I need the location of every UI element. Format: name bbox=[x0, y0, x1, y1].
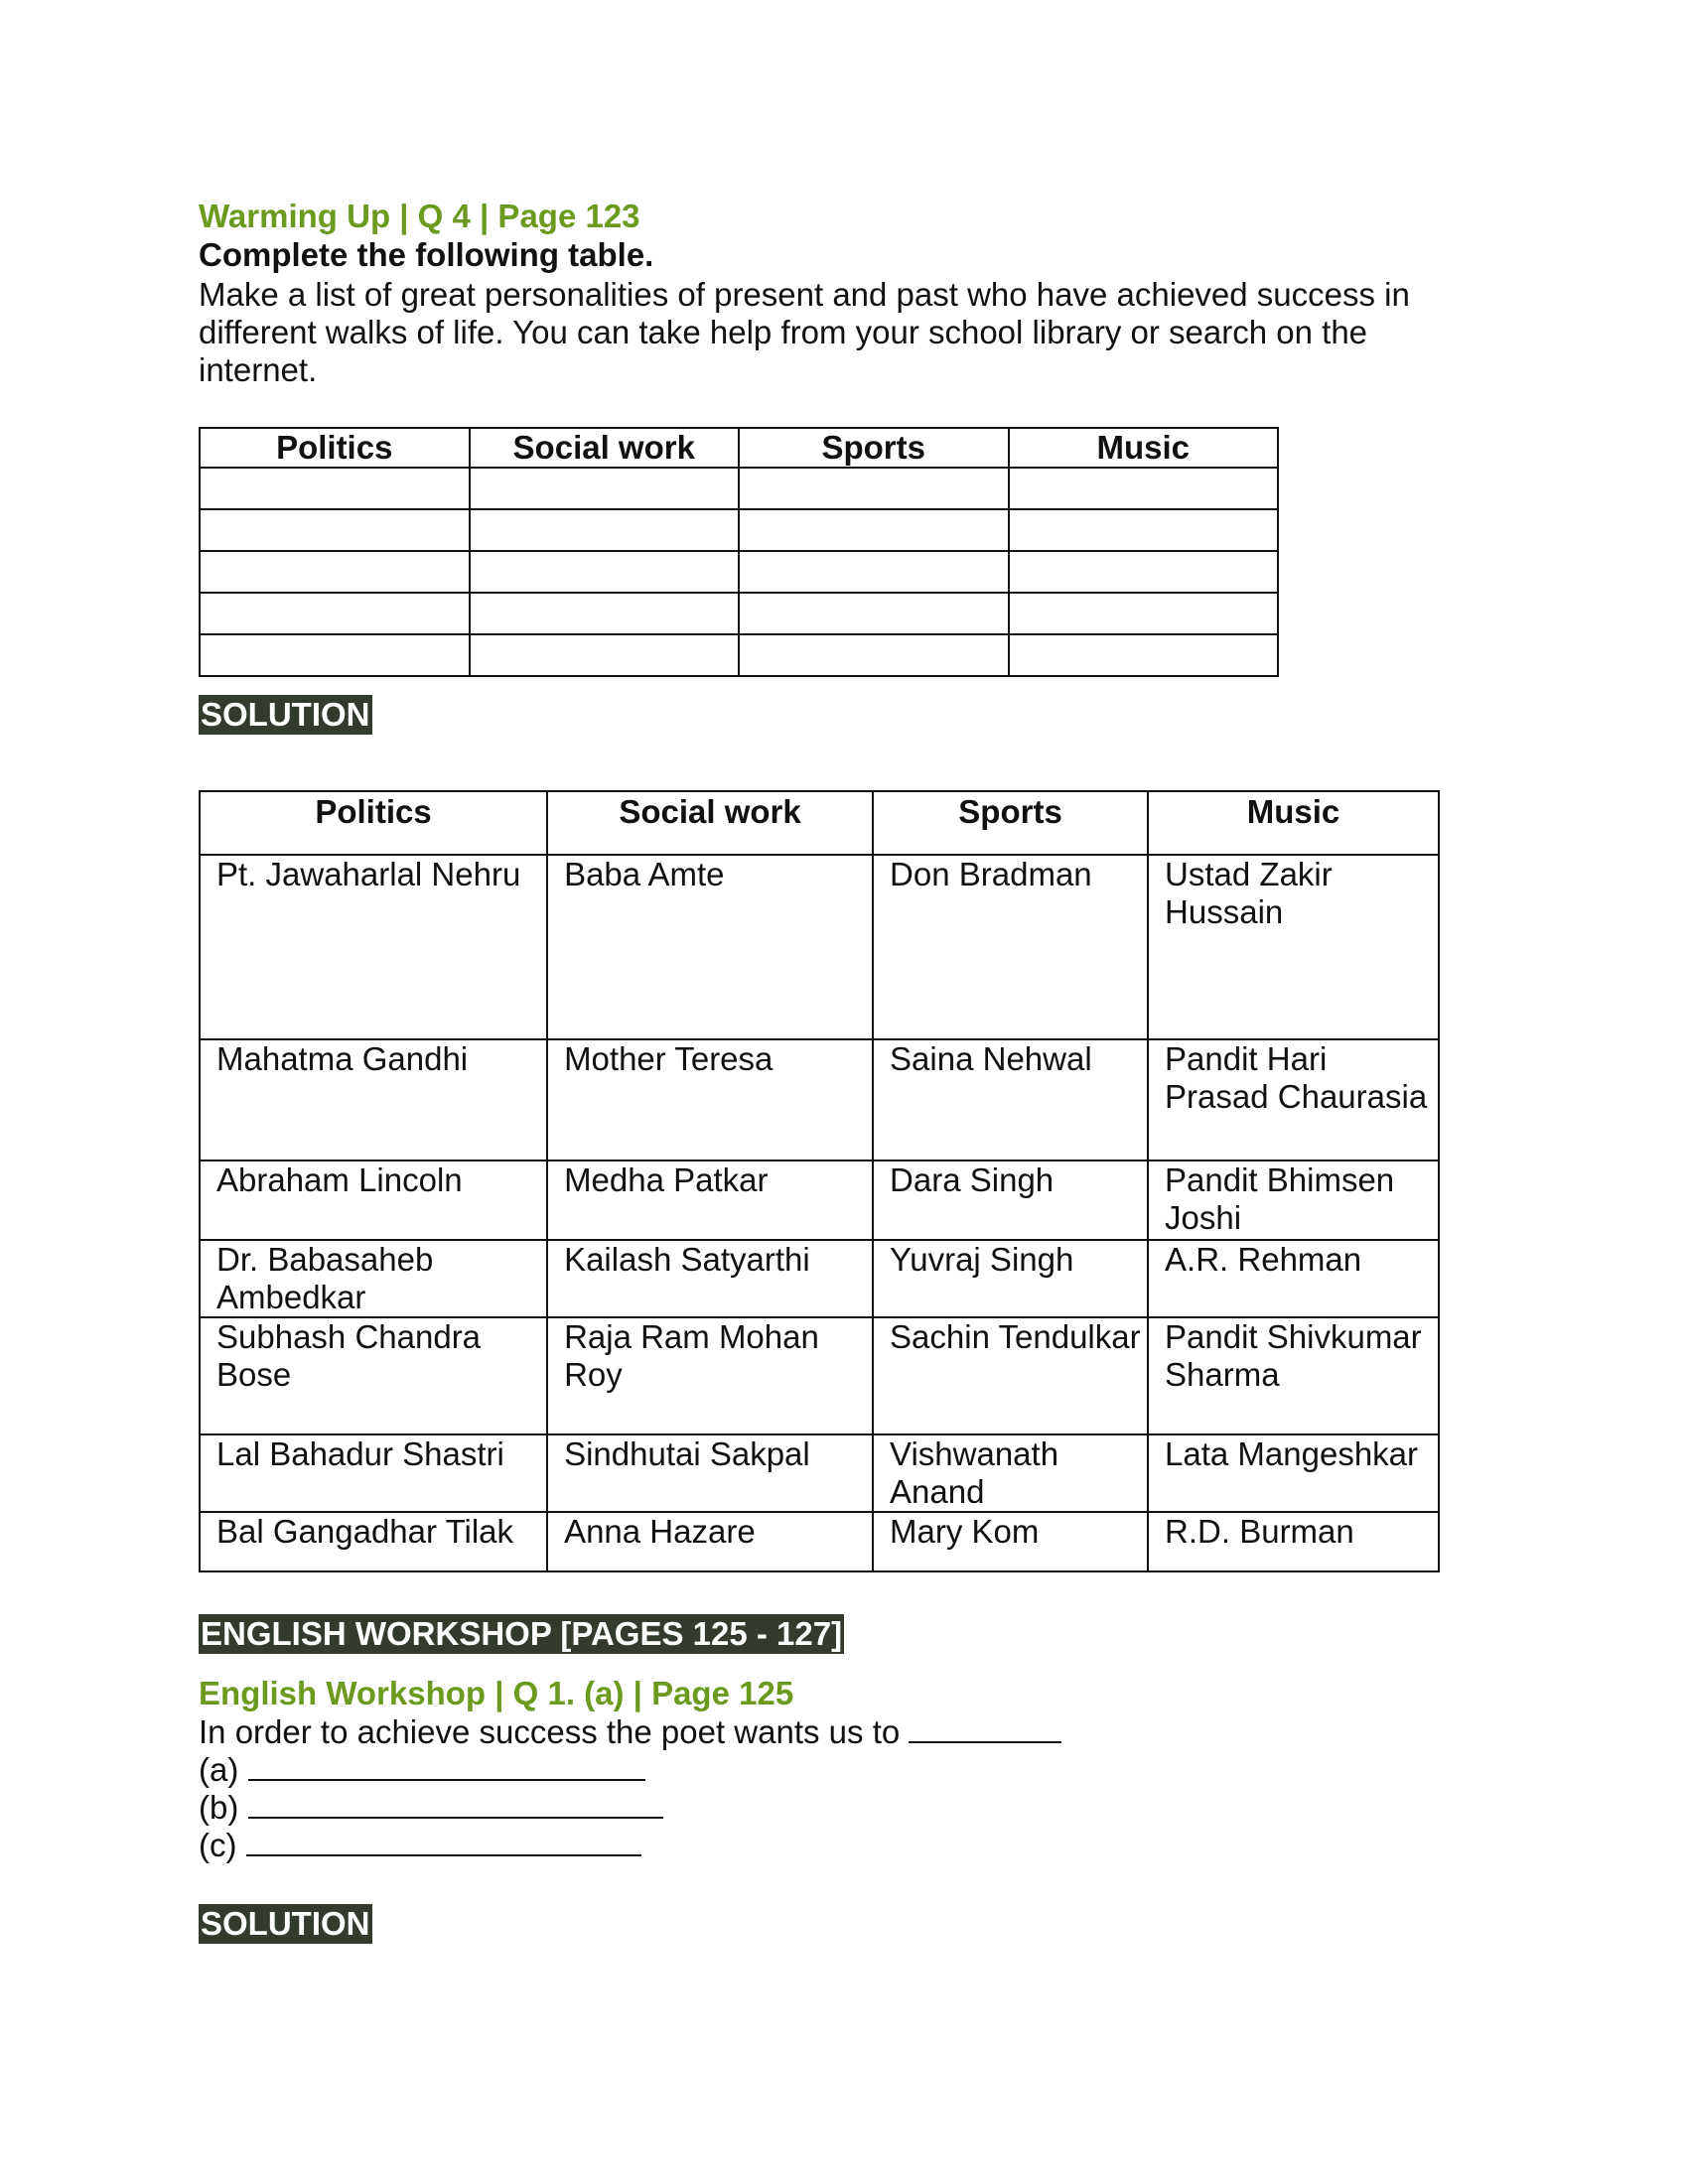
q1-option-line bbox=[199, 1827, 1489, 1864]
q4-heading: Warming Up | Q 4 | Page 123 bbox=[199, 198, 640, 234]
answer-blank bbox=[909, 1713, 1061, 1743]
table-cell: Abraham Lincoln bbox=[200, 1160, 547, 1240]
table-cell: Pandit Shivkumar Sharma bbox=[1148, 1317, 1439, 1434]
table-cell: Mary Kom bbox=[873, 1512, 1148, 1571]
table-cell: Vishwanath Anand bbox=[873, 1434, 1148, 1512]
q4-instruction: Complete the following table. bbox=[199, 236, 654, 273]
table-row bbox=[200, 1317, 1439, 1434]
table-cell: Pandit Bhimsen Joshi bbox=[1148, 1160, 1439, 1240]
table-cell: Pandit Hari Prasad Chaurasia bbox=[1148, 1039, 1439, 1160]
table-cell: Raja Ram Mohan Roy bbox=[547, 1317, 873, 1434]
q4-description: Make a list of great personalities of present and past who have achieved success in different walks of life. You can take help from your school library or search on the internet. bbox=[199, 276, 1410, 388]
table-cell: R.D. Burman bbox=[1148, 1512, 1439, 1571]
blank-table-row bbox=[200, 468, 1278, 509]
blank-table-row bbox=[200, 634, 1278, 676]
table-cell: Medha Patkar bbox=[547, 1160, 873, 1240]
blank-table-header: Sports bbox=[739, 428, 1009, 468]
q1-option-label: (b) bbox=[199, 1789, 239, 1826]
table-row bbox=[200, 1240, 1439, 1317]
q1-heading: English Workshop | Q 1. (a) | Page 125 bbox=[199, 1675, 794, 1711]
table-cell: Mother Teresa bbox=[547, 1039, 873, 1160]
solution-badge: SOLUTION bbox=[201, 1905, 370, 1942]
solution-table-header: Social work bbox=[547, 791, 873, 855]
solution-table-header: Sports bbox=[873, 791, 1148, 855]
q1-option-label: (c) bbox=[199, 1827, 237, 1863]
answer-blank bbox=[246, 1827, 641, 1856]
table-row bbox=[200, 1434, 1439, 1512]
table-cell: Dr. Babasaheb Ambedkar bbox=[200, 1240, 547, 1317]
table-row bbox=[200, 855, 1439, 1039]
blank-table-row bbox=[200, 509, 1278, 551]
q1-option-line bbox=[199, 1751, 1489, 1789]
q1-option-label: (a) bbox=[199, 1751, 239, 1788]
table-row bbox=[200, 1512, 1439, 1571]
table-cell: Kailash Satyarthi bbox=[547, 1240, 873, 1317]
blank-table-row bbox=[200, 593, 1278, 634]
table-cell: Dara Singh bbox=[873, 1160, 1148, 1240]
table-cell: Anna Hazare bbox=[547, 1512, 873, 1571]
solution-table-header: Politics bbox=[200, 791, 547, 855]
solution-table-header: Music bbox=[1148, 791, 1439, 855]
table-cell: Baba Amte bbox=[547, 855, 873, 1039]
blank-table-header: Music bbox=[1009, 428, 1279, 468]
table-cell: Saina Nehwal bbox=[873, 1039, 1148, 1160]
table-cell: Subhash Chandra Bose bbox=[200, 1317, 547, 1434]
solution-badge: SOLUTION bbox=[201, 696, 370, 733]
table-cell: A.R. Rehman bbox=[1148, 1240, 1439, 1317]
table-cell: Pt. Jawaharlal Nehru bbox=[200, 855, 547, 1039]
table-cell: Mahatma Gandhi bbox=[200, 1039, 547, 1160]
table-cell: Don Bradman bbox=[873, 855, 1148, 1039]
q1-prompt: In order to achieve success the poet wants us to bbox=[199, 1713, 901, 1750]
blank-table bbox=[199, 427, 1279, 677]
workshop-banner: ENGLISH WORKSHOP [PAGES 125 - 127] bbox=[201, 1615, 843, 1652]
blank-table-row bbox=[200, 551, 1278, 593]
table-row bbox=[200, 1160, 1439, 1240]
table-cell: Lata Mangeshkar bbox=[1148, 1434, 1439, 1512]
table-cell: Bal Gangadhar Tilak bbox=[200, 1512, 547, 1571]
answer-blank bbox=[248, 1789, 663, 1819]
table-cell: Sindhutai Sakpal bbox=[547, 1434, 873, 1512]
blank-table-header: Politics bbox=[200, 428, 470, 468]
answer-blank bbox=[248, 1751, 645, 1781]
solution-table bbox=[199, 790, 1440, 1572]
table-cell: Yuvraj Singh bbox=[873, 1240, 1148, 1317]
table-cell: Ustad Zakir Hussain bbox=[1148, 855, 1439, 1039]
q1-prompt-line bbox=[199, 1713, 1489, 1751]
table-cell: Lal Bahadur Shastri bbox=[200, 1434, 547, 1512]
table-row bbox=[200, 1039, 1439, 1160]
q1-option-line bbox=[199, 1789, 1489, 1827]
page-content bbox=[199, 197, 1489, 1944]
table-cell: Sachin Tendulkar bbox=[873, 1317, 1148, 1434]
blank-table-header: Social work bbox=[470, 428, 740, 468]
